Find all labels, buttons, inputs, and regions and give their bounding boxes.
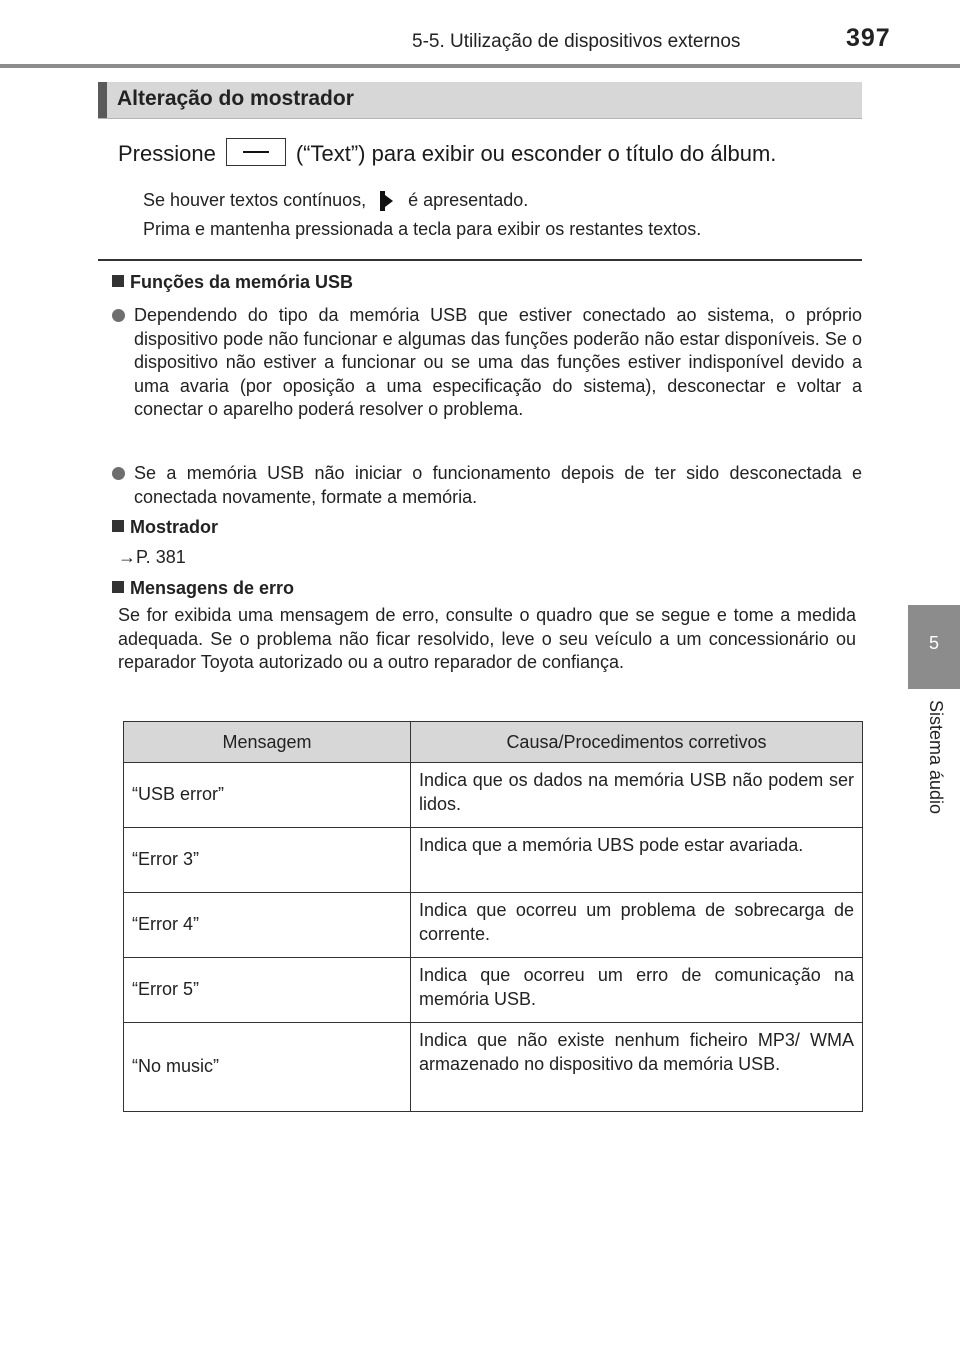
section-divider [98, 259, 862, 261]
errors-heading [112, 578, 294, 599]
list-item [112, 304, 862, 422]
list-item-text: Se a memória USB não iniciar o funcionamento depois de ter sido desconectada e conectada novamente, formate a memória. [134, 463, 862, 507]
table-cell-cause: Indica que ocorreu um erro de comunicação na memória USB. [411, 958, 863, 1023]
table-row [124, 1023, 863, 1112]
page-number: 397 [846, 24, 891, 52]
instruction-before: Pressione [118, 141, 216, 166]
table-row [124, 763, 863, 828]
error-messages-table [123, 721, 863, 1112]
table-cell-cause: Indica que a memória UBS pode estar avariada. [411, 828, 863, 893]
column-header-message: Mensagem [124, 722, 411, 763]
table-cell-cause: Indica que não existe nenhum ficheiro MP3/ WMA armazenado no dispositivo da memória USB. [411, 1023, 863, 1112]
page-reference-link[interactable]: →P. 381 [118, 547, 186, 567]
table-row [124, 893, 863, 958]
table-cell-message: “No music” [124, 1023, 411, 1112]
chapter-number: 5 [928, 633, 939, 653]
table-cell-message: “Error 4” [124, 893, 411, 958]
chapter-label: Sistema áudio [926, 700, 946, 815]
square-bullet-icon [112, 275, 124, 287]
continue-arrow-icon [376, 189, 398, 213]
table-cell-message: “Error 5” [124, 958, 411, 1023]
column-header-cause: Causa/Procedimentos corretivos [411, 722, 863, 763]
display-heading-text: Mostrador [130, 517, 219, 537]
table-row [124, 958, 863, 1023]
instruction-line [118, 141, 776, 169]
table-row [124, 828, 863, 893]
minus-button-icon [226, 138, 286, 166]
section-heading-bar [98, 82, 862, 119]
note-continuous-text [143, 189, 528, 213]
usb-functions-heading-text: Funções da memória USB [130, 272, 354, 292]
errors-intro: Se for exibida uma mensagem de erro, consulte o quadro que se segue e tome a medida adequada. Se o problema não ficar resolvido, leve o seu veículo a um concessionário ou reparador Toyota autorizado ou a outro reparador de confiança. [118, 605, 856, 673]
section-heading-accent [98, 82, 107, 118]
display-heading [112, 517, 218, 538]
list-item-text: Dependendo do tipo da memória USB que estiver conectado ao sistema, o próprio dispositivo pode não funcionar e algumas das funções poderão não estar disponíveis. Se o dispositivo não estiver a funcionar ou se uma das funções estiver indisponível devido a uma avaria (por oposição a uma especificação do sistema), desconectar e voltar a conectar o aparelho poderá resolver o problema. [134, 305, 862, 420]
instruction-after: (“Text”) para exibir ou esconder o título do álbum. [295, 141, 777, 166]
square-bullet-icon [112, 520, 124, 532]
header-rule [0, 64, 960, 68]
bullet-dot-icon [112, 467, 125, 480]
errors-heading-text: Mensagens de erro [130, 578, 295, 598]
header-section-title: 5-5. Utilização de dispositivos externos [412, 31, 741, 52]
list-item [112, 462, 862, 509]
table-cell-cause: Indica que os dados na memória USB não podem ser lidos. [411, 763, 863, 828]
table-cell-cause: Indica que ocorreu um problema de sobrecarga de corrente. [411, 893, 863, 958]
note1-before: Se houver textos contínuos, [143, 189, 367, 210]
table-header-row [124, 722, 863, 763]
usb-functions-heading [112, 272, 353, 293]
note-hold-key: Prima e mantenha pressionada a tecla para exibir os restantes textos. [143, 219, 702, 239]
square-bullet-icon [112, 581, 124, 593]
section-heading: Alteração do mostrador [117, 87, 354, 110]
table-cell-message: “Error 3” [124, 828, 411, 893]
chapter-tab [908, 605, 960, 689]
bullet-dot-icon [112, 309, 125, 322]
chapter-label-container [922, 700, 948, 840]
note1-after: é apresentado. [408, 189, 529, 210]
table-cell-message: “USB error” [124, 763, 411, 828]
